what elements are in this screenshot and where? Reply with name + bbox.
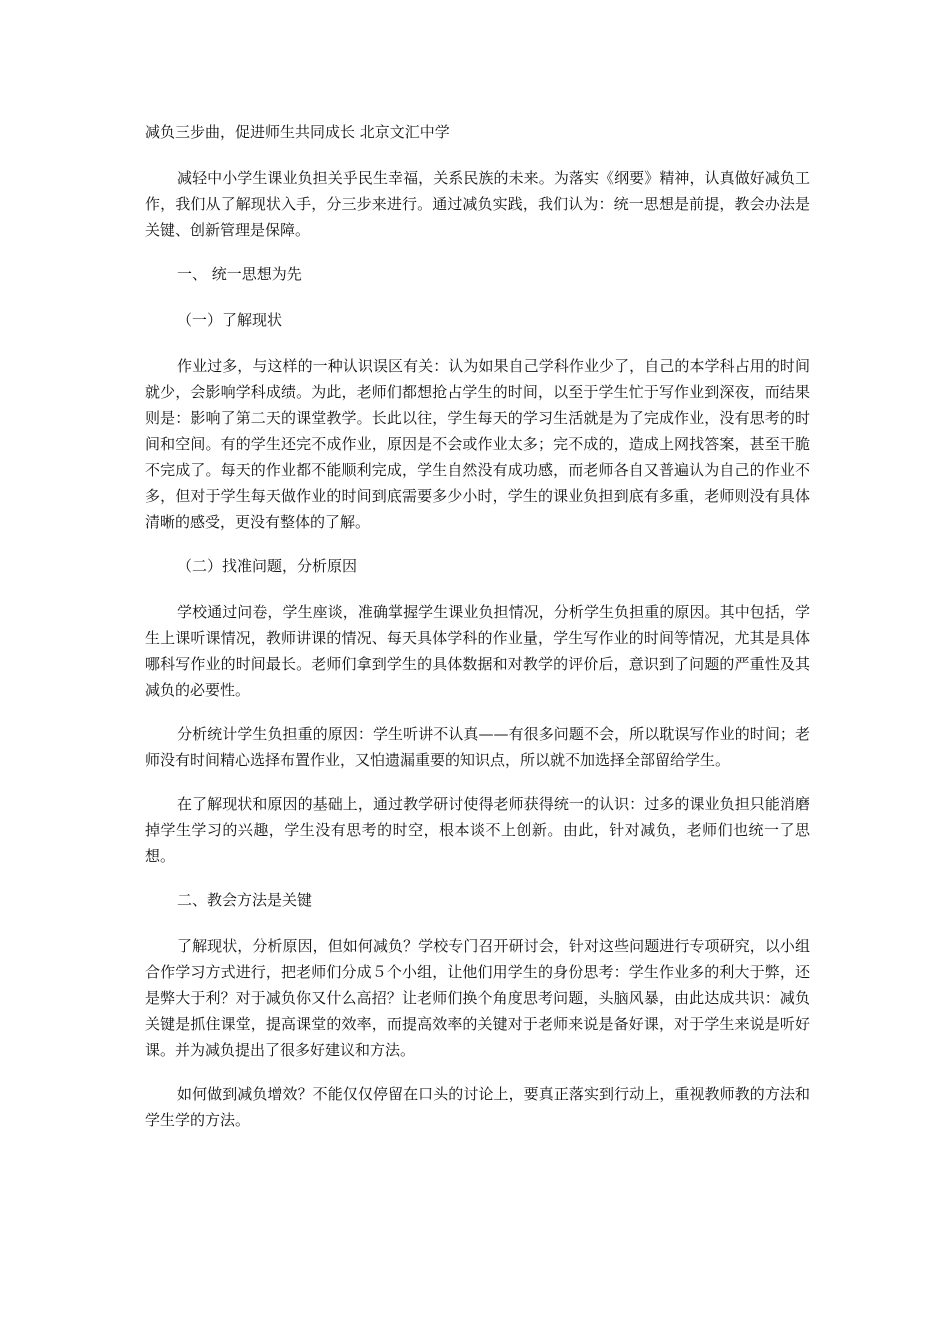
section-2-heading: 二、教会方法是关键: [177, 891, 313, 909]
subsection-2-paragraph-3: 在了解现状和原因的基础上，通过教学研讨使得老师获得统一的认识：过多的课业负担只能消磨掉学生学习的兴趣，学生没有思考的时空，根本谈不上创新。由此，针对减负，老师们也统一了思想。: [145, 795, 810, 865]
subsection-1-paragraph: 作业过多，与这样的一种认识误区有关：认为如果自己学科作业少了，自己的本学科占用的时间就少，会影响学科成绩。为此，老师们都想抢占学生的时间，以至于学生忙于写作业到深夜，而结果则是：影响了第二天的课堂教学。长此以往，学生每天的学习生活就是为了完成作业，没有思考的时间和空间。有的学生还完不成作业，原因是不会或作业太多；完不成的，造成上网找答案，甚至干脆不完成了。每天的作业都不能顺利完成，学生自然没有成功感，而老师各自又普遍认为自己的作业不多，但对于学生每天做作业的时间到底需要多少小时，学生的课业负担到底有多重，老师则没有具体清晰的感受，更没有整体的了解。: [145, 357, 810, 531]
section-2-paragraph-1: 了解现状，分析原因，但如何减负？学校专门召开研讨会，针对这些问题进行专项研究，以小组合作学习方式进行，把老师们分成５个小组，让他们用学生的身份思考：学生作业多的利大于弊，还是弊大于利？对于减负你又什么高招？让老师们换个角度思考问题，头脑风暴，由此达成共识：减负关键是抓住课堂，提高课堂的效率，而提高效率的关键对于老师来说是备好课，对于学生来说是听好课。并为减负提出了很多好建议和方法。: [145, 937, 810, 1059]
subsection-2-heading: （二）找准问题，分析原因: [177, 557, 358, 575]
section-1-heading: 一、 统一思想为先: [177, 265, 302, 283]
subsection-1-heading: （一）了解现状: [177, 311, 283, 329]
intro-paragraph: 减轻中小学生课业负担关乎民生幸福，关系民族的未来。为落实《纲要》精神，认真做好减负工作，我们从了解现状入手，分三步来进行。通过减负实践，我们认为：统一思想是前提，教会办法是关键、创新管理是保障。: [145, 169, 810, 239]
subsection-2-paragraph-2: 分析统计学生负担重的原因：学生听讲不认真——有很多问题不会，所以耽误写作业的时间；老师没有时间精心选择布置作业，又怕遗漏重要的知识点，所以就不加选择全部留给学生。: [145, 725, 810, 769]
section-2-paragraph-2: 如何做到减负增效？不能仅仅停留在口头的讨论上，要真正落实到行动上，重视教师教的方法和学生学的方法。: [145, 1085, 810, 1129]
document-title: 减负三步曲，促进师生共同成长 北京文汇中学: [145, 123, 450, 141]
subsection-2-paragraph-1: 学校通过问卷，学生座谈，准确掌握学生课业负担情况，分析学生负担重的原因。其中包括，学生上课听课情况，教师讲课的情况、每天具体学科的作业量，学生写作业的时间等情况，尤其是具体哪科写作业的时间最长。老师们拿到学生的具体数据和对教学的评价后，意识到了问题的严重性及其减负的必要性。: [145, 603, 810, 699]
document-body: [145, 119, 810, 1151]
